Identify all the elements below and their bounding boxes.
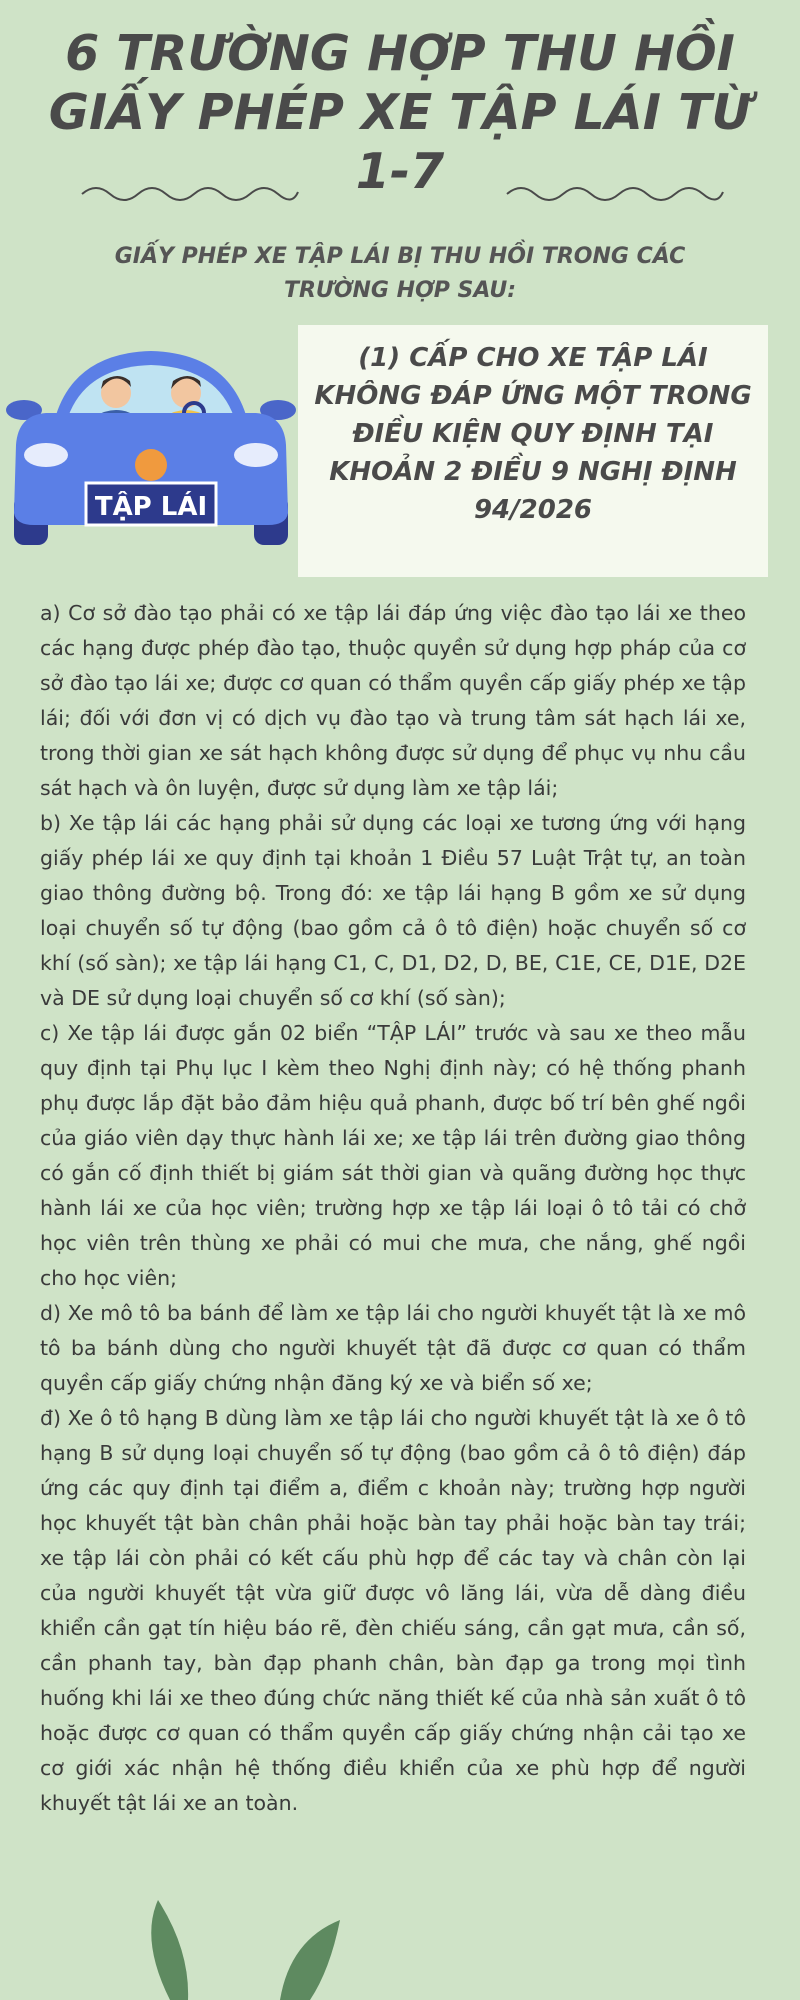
highlight-box [298,325,768,577]
regulation-body [40,596,746,1821]
driving-car-illustration [6,345,296,550]
paragraph-b: b) Xe tập lái các hạng phải sử dụng các loại xe tương ứng với hạng giấy phép lái xe quy định tại khoản 1 Điều 57 Luật Trật tự, an toàn giao thông đường bộ. Trong đó: xe tập lái hạng B gồm xe sử dụng loại chuyển số tự động (bao gồm cả ô tô điện) hoặc chuyển số cơ khí (số sàn); xe tập lái hạng C1, C, D1, D2, D, BE, C1E, CE, D1E, D2E và DE sử dụng loại chuyển số cơ khí (số sàn); [40,811,746,1010]
highlight-box-title: (1) CẤP CHO XE TẬP LÁI KHÔNG ĐÁP ỨNG MỘT TRONG ĐIỀU KIỆN QUY ĐỊNH TẠI KHOẢN 2 ĐIỀU 9 NGHỊ ĐỊNH 94/2026 [314,343,752,525]
left-squiggle-decoration [80,178,300,208]
plate-label: TẬP LÁI [94,492,208,522]
paragraph-d: d) Xe mô tô ba bánh để làm xe tập lái cho người khuyết tật là xe mô tô ba bánh dùng cho người khuyết tật đã được cơ quan có thẩm quyền cấp giấy chứng nhận đăng ký xe và biển số xe; [40,1301,746,1395]
section-subtitle: GIẤY PHÉP XE TẬP LÁI BỊ THU HỒI TRONG CÁC TRƯỜNG HỢP SAU: [114,244,686,303]
page-title: 6 TRƯỜNG HỢP THU HỒI GIẤY PHÉP XE TẬP LÁI TỪ 1-7 [48,25,752,200]
paragraph-c: c) Xe tập lái được gắn 02 biển “TẬP LÁI” trước và sau xe theo mẫu quy định tại Phụ lục I kèm theo Nghị định này; có hệ thống phanh phụ được lắp đặt bảo đảm hiệu quả phanh, được bố trí bên ghế ngồi của giáo viên dạy thực hành lái xe; xe tập lái trên đường giao thông có gắn cố định thiết bị giám sát thời gian và quãng đường học thực hành lái xe của học viên; trường hợp xe tập lái loại ô tô tải có chở học viên trên thùng xe phải có mui che mưa, che nắng, ghế ngồi cho học viên; [40,1021,746,1290]
leaf-decoration [130,1900,370,2000]
paragraph-a: a) Cơ sở đào tạo phải có xe tập lái đáp ứng việc đào tạo lái xe theo các hạng được phép đào tạo, thuộc quyền sử dụng hợp pháp của cơ sở đào tạo lái xe; được cơ quan có thẩm quyền cấp giấy phép xe tập lái; đối với đơn vị có dịch vụ đào tạo và trung tâm sát hạch lái xe, trong thời gian xe sát hạch không được sử dụng để phục vụ nhu cầu sát hạch và ôn luyện, được sử dụng làm xe tập lái; [40,601,746,800]
right-squiggle-decoration [505,178,725,208]
paragraph-dd: đ) Xe ô tô hạng B dùng làm xe tập lái cho người khuyết tật là xe ô tô hạng B sử dụng loại chuyển số tự động (bao gồm cả ô tô điện) đáp ứng các quy định tại điểm a, điểm c khoản này; trường hợp người học khuyết tật bàn chân phải hoặc bàn tay phải hoặc bàn tay trái; xe tập lái còn phải có kết cấu phù hợp để các tay và chân còn lại của người khuyết tật vừa giữ được vô lăng lái, vừa dễ dàng điều khiển cần gạt tín hiệu báo rẽ, đèn chiếu sáng, cần gạt mưa, cần số, cần phanh tay, bàn đạp phanh chân, bàn đạp ga trong mọi tình huống khi lái xe theo đúng chức năng thiết kế của nhà sản xuất ô tô hoặc được cơ quan có thẩm quyền cấp giấy chứng nhận cải tạo xe cơ giới xác nhận hệ thống điều khiển của xe phù hợp để người khuyết tật lái xe an toàn. [40,1406,746,1815]
